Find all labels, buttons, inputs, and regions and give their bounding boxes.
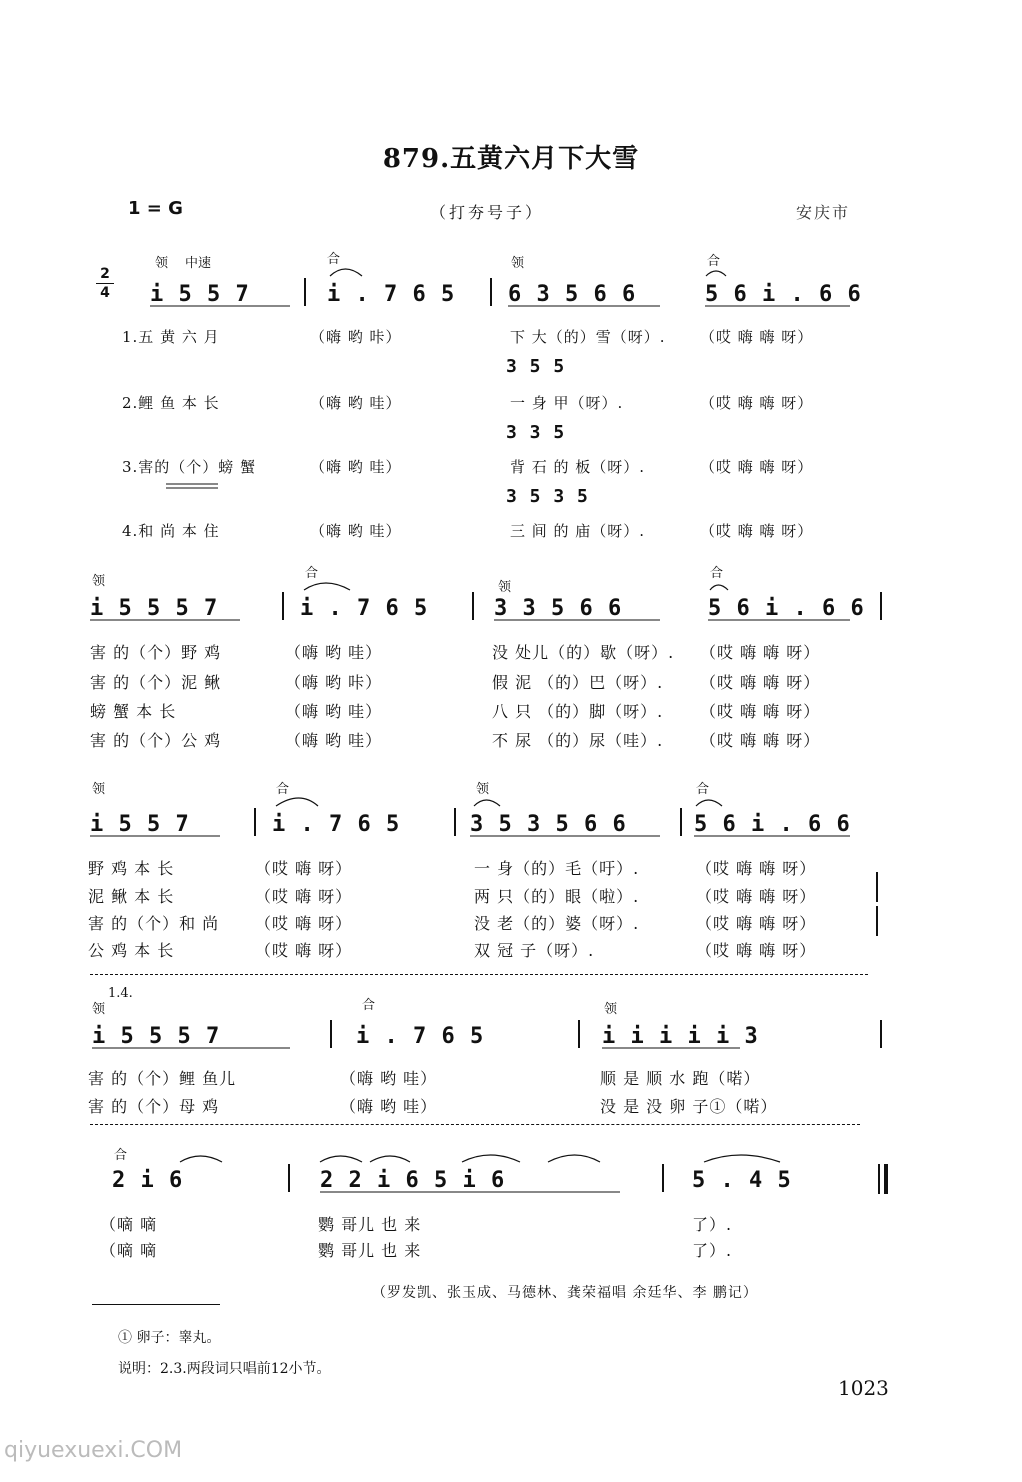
lyric-line: （哎 嗨 嗨 呀） — [700, 394, 814, 412]
lyric-line: （哎 嗨 嗨 呀） — [696, 941, 817, 960]
lyric-line: （嗨 哟 哇） — [340, 1097, 438, 1116]
lyric-line: （嘀 嘀 — [100, 1215, 158, 1234]
lyric-line: （嗨 哟 哇） — [285, 643, 383, 662]
lyric-line: 害 的（个）母 鸡 — [88, 1097, 220, 1116]
lyric-line: 双 冠 子（呀）. — [474, 941, 595, 960]
slur — [180, 1156, 222, 1162]
notes-measure-1: i 5 5 7 — [90, 812, 190, 837]
song-genre: （打夯号子） — [430, 203, 545, 222]
lyric-line: 野 鸡 本 长 — [88, 859, 175, 878]
lyric-line: （嗨 哟 哇） — [310, 522, 402, 540]
time-signature-bottom: 4 — [100, 285, 110, 301]
lyric-line: 没 老（的）婆（呀）. — [474, 914, 640, 933]
slur — [548, 1155, 600, 1162]
lyric-line: （哎 嗨 呀） — [255, 941, 353, 960]
notes-measure-4: 5 6 i . 6 6 — [708, 596, 865, 621]
alt-notes: 3 3 5 — [506, 422, 566, 443]
chorus-mark: 合 — [327, 252, 341, 267]
slur — [710, 585, 728, 590]
song-title: 879.五黄六月下大雪 — [382, 144, 640, 174]
slur — [704, 1155, 780, 1162]
key-signature: 1 = G — [128, 198, 183, 219]
notes-measure-3: 6 3 5 6 6 — [508, 282, 637, 307]
lyric-line: （哎 嗨 嗨 呀） — [700, 702, 821, 721]
lyric-line: 两 只（的）眼（啦）. — [474, 887, 640, 906]
watermark: qiyuexuexi.COM — [4, 1438, 183, 1463]
lyric-line: 害 的（个）野 鸡 — [90, 643, 222, 662]
notes-measure-2: i . 7 6 5 — [272, 812, 401, 837]
alt-notes: 3 5 5 — [506, 356, 566, 377]
lyric-line: 顺 是 顺 水 跑（喏） — [600, 1069, 761, 1088]
lyric-line: （嗨 哟 咔） — [285, 673, 383, 692]
lyric-line: （哎 嗨 嗨 呀） — [696, 859, 817, 878]
lead-mark: 领 — [604, 1002, 618, 1017]
lyric-line: 没 处儿（的）歇（呀）. — [492, 643, 675, 662]
notes-measure-2: 2 2 i 6 5 i 6 — [320, 1168, 506, 1193]
slur — [462, 1155, 520, 1162]
notes-measure-2: i . 7 6 5 — [300, 596, 429, 621]
lyric-line: （哎 嗨 呀） — [255, 887, 353, 906]
lyric-line: 公 鸡 本 长 — [88, 941, 175, 960]
lyric-line: 假 泥 （的）巴（呀）. — [492, 673, 664, 692]
lead-mark: 领 — [498, 580, 512, 595]
chorus-mark: 合 — [305, 566, 319, 581]
repeat-ending-mark: 1.4. — [108, 986, 133, 1001]
notes-measure-1: i 5 5 5 7 — [92, 1024, 221, 1049]
lyric-line: 三 间 的 庙（呀）. — [510, 522, 646, 540]
notes-measure-1: i 5 5 5 7 — [90, 596, 219, 621]
lyric-line: 螃 蟹 本 长 — [90, 702, 177, 721]
chorus-mark: 合 — [114, 1148, 128, 1163]
lyric-line: （哎 嗨 嗨 呀） — [700, 673, 821, 692]
tempo-mark: 中速 — [185, 256, 212, 271]
lyric-line: 害 的（个）公 鸡 — [90, 731, 222, 750]
alt-notes: 3 5 3 5 — [506, 486, 589, 507]
notes-measure-4: 5 6 i . 6 6 — [694, 812, 851, 837]
lyric-line: （哎 嗨 嗨 呀） — [700, 458, 814, 476]
lyric-line: （哎 嗨 呀） — [255, 859, 353, 878]
lyric-line: （嗨 哟 哇） — [310, 458, 402, 476]
lyric-line: 不 尿 （的）尿（哇）. — [492, 731, 664, 750]
notes-measure-4: 5 6 i . 6 6 — [705, 282, 862, 307]
lyric-line: （嗨 哟 咔） — [310, 328, 402, 346]
lyric-line: 下 大（的）雪（呀）. — [510, 328, 666, 346]
lead-mark: 领 — [155, 256, 169, 271]
footnote: ① 卵子：睾丸。 — [118, 1330, 221, 1346]
chorus-mark: 合 — [276, 782, 290, 797]
lead-mark: 领 — [511, 256, 525, 271]
notes-measure-3: 5 . 4 5 — [692, 1168, 792, 1193]
footnote-divider — [92, 1304, 220, 1305]
notes-measure-1: 2 i 6 — [112, 1168, 184, 1193]
time-signature-top: 2 — [100, 266, 110, 282]
notes-measure-3: 3 3 5 6 6 — [494, 596, 623, 621]
lyric-line: 4.和 尚 本 住 — [122, 522, 220, 540]
slur — [330, 269, 362, 276]
lyric-line: 鹦 哥儿 也 来 — [318, 1241, 422, 1260]
lyric-line: （哎 嗨 嗨 呀） — [696, 914, 817, 933]
lyric-line: 害 的（个）泥 鳅 — [90, 673, 222, 692]
lyric-line: 了）. — [692, 1241, 733, 1260]
lyric-line: 2.鲤 鱼 本 长 — [122, 394, 220, 412]
slur — [706, 271, 726, 276]
lyric-line: （哎 嗨 嗨 呀） — [700, 643, 821, 662]
lyric-line: 泥 鳅 本 长 — [88, 887, 175, 906]
slur — [370, 1156, 410, 1162]
lyric-line: （嗨 哟 哇） — [310, 394, 402, 412]
lyric-line: 一 身 甲（呀）. — [510, 394, 624, 412]
lead-mark: 领 — [92, 782, 106, 797]
page-number: 1023 — [838, 1376, 889, 1400]
slur — [304, 583, 350, 590]
lyric-line: 3.害的（个）螃 蟹 — [122, 458, 257, 476]
lead-mark: 领 — [92, 574, 106, 589]
lyric-line: （嗨 哟 哇） — [340, 1069, 438, 1088]
lead-mark: 领 — [92, 1002, 106, 1017]
slur — [276, 798, 318, 806]
lyric-line: 害 的（个）和 尚 — [88, 914, 220, 933]
slur — [474, 800, 500, 806]
notes-measure-1: i 5 5 7 — [150, 282, 250, 307]
lyric-line: 了）. — [692, 1215, 733, 1234]
lyric-line: （哎 嗨 呀） — [255, 914, 353, 933]
lyric-line: （哎 嗨 嗨 呀） — [700, 328, 814, 346]
lyric-line: 鹦 哥儿 也 来 — [318, 1215, 422, 1234]
lyric-line: 一 身（的）毛（吁）. — [474, 859, 640, 878]
lyric-line: 1.五 黄 六 月 — [122, 328, 220, 346]
chorus-mark: 合 — [696, 782, 710, 797]
notes-measure-2: i . 7 6 5 — [356, 1024, 485, 1049]
chorus-mark: 合 — [707, 254, 721, 269]
notes-measure-2: i . 7 6 5 — [327, 282, 456, 307]
notes-measure-3: 3 5 3 5 6 6 — [470, 812, 627, 837]
lyric-line: （哎 嗨 嗨 呀） — [696, 887, 817, 906]
lyric-line: （哎 嗨 嗨 呀） — [700, 731, 821, 750]
lyric-line: 背 石 的 板（呀）. — [510, 458, 646, 476]
lyric-line: 害 的（个）鲤 鱼儿 — [88, 1069, 237, 1088]
lyric-line: （嘀 嘀 — [100, 1241, 158, 1260]
performer-credit: （罗发凯、张玉成、马德林、龚荣福唱 余廷华、李 鹏记） — [372, 1285, 758, 1301]
lyric-line: （嗨 哟 哇） — [285, 702, 383, 721]
chorus-mark: 合 — [710, 566, 724, 581]
lyric-line: （嗨 哟 哇） — [285, 731, 383, 750]
slur — [696, 800, 722, 806]
chorus-mark: 合 — [362, 998, 376, 1013]
lyric-line: 没 是 没 卵 子①（喏） — [600, 1097, 778, 1116]
explanation-note: 说明：2.3.两段词只唱前12小节。 — [118, 1361, 331, 1377]
notes-measure-3: i i i i i 3 — [602, 1024, 759, 1049]
lead-mark: 领 — [476, 782, 490, 797]
lyric-line: 八 只 （的）脚（呀）. — [492, 702, 664, 721]
slur — [320, 1156, 362, 1162]
song-region: 安庆市 — [796, 203, 851, 222]
lyric-line: （哎 嗨 嗨 呀） — [700, 522, 814, 540]
